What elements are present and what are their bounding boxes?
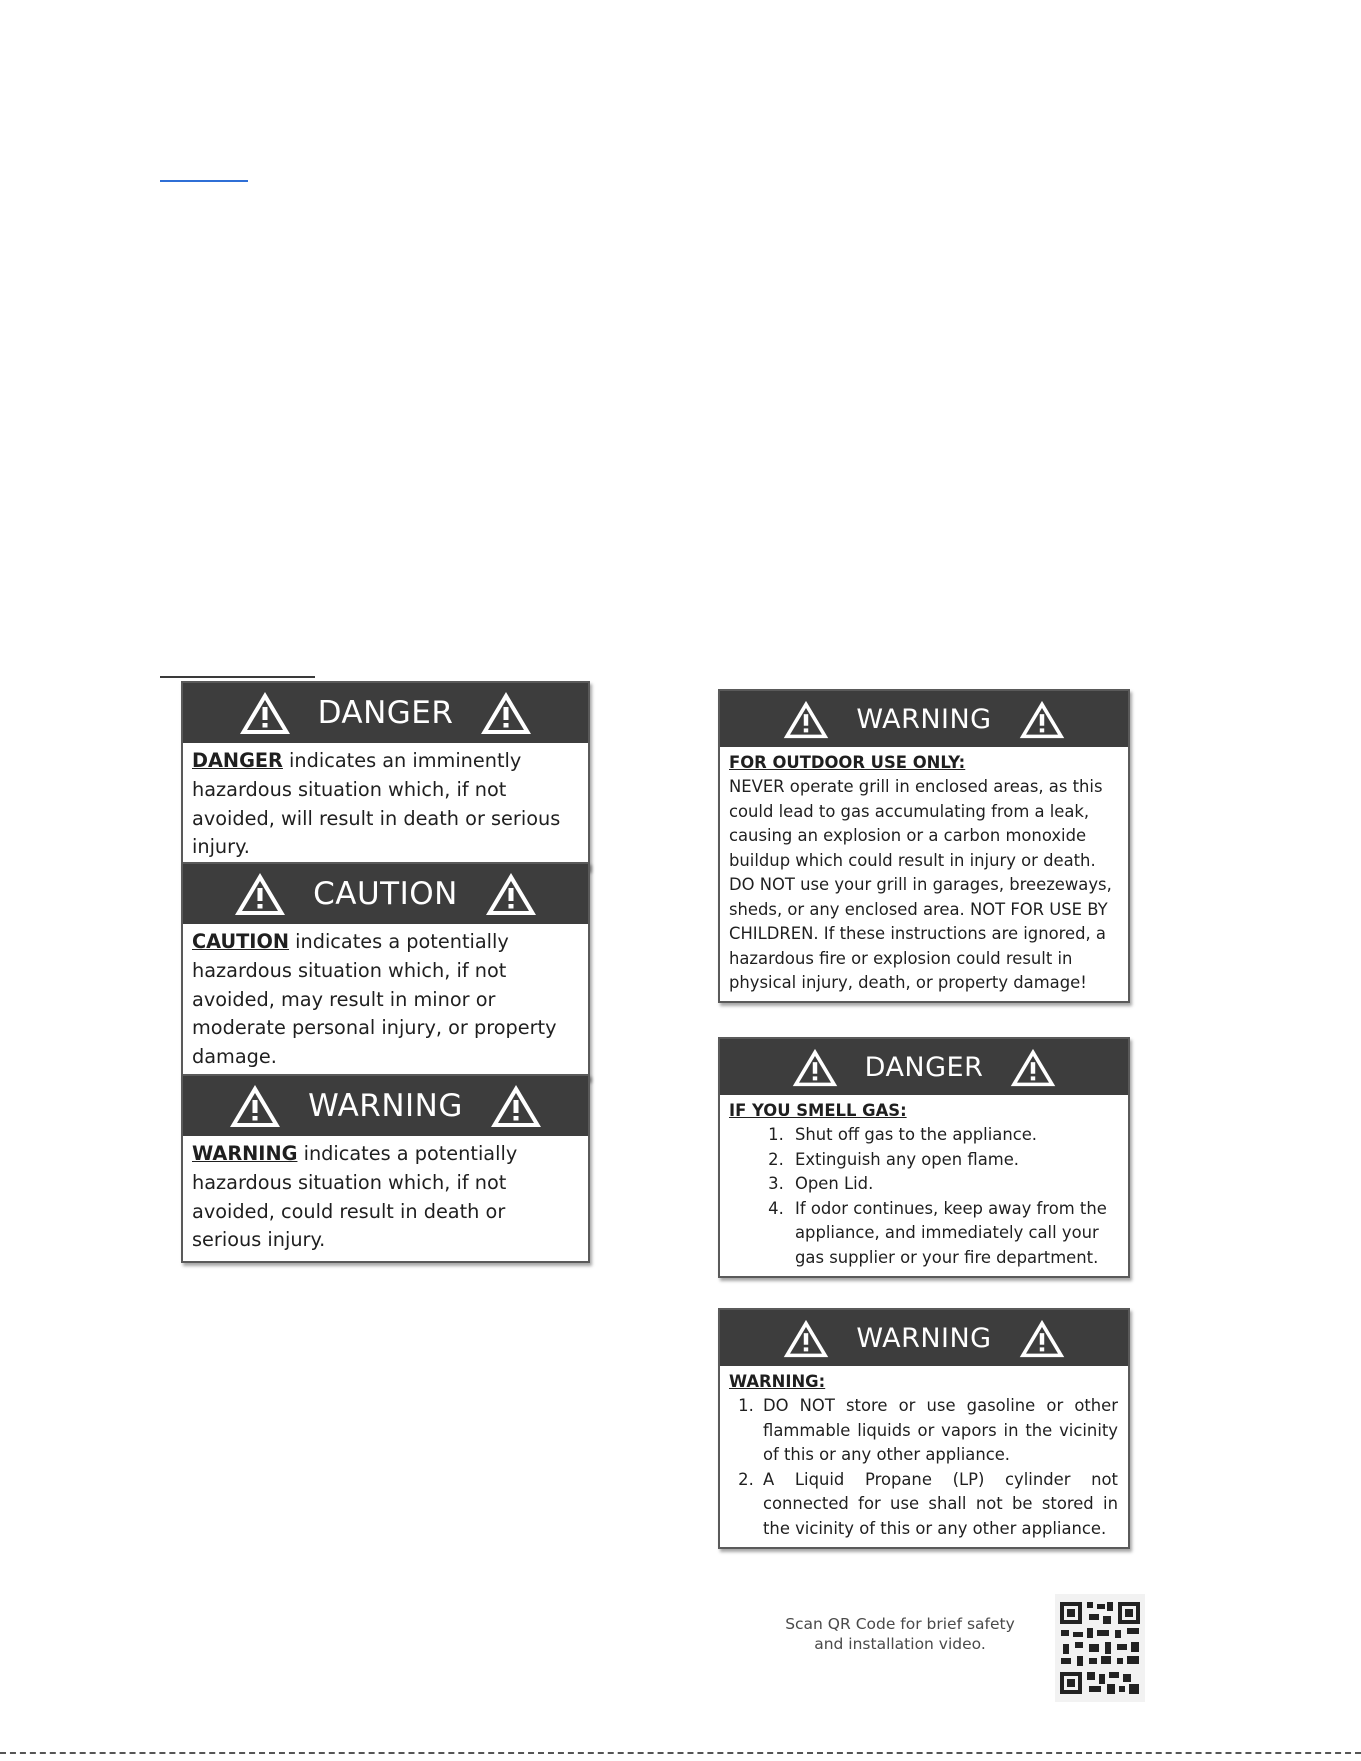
- signal-word: CAUTION: [192, 930, 289, 953]
- panel-title: CAUTION: [313, 876, 458, 912]
- list-item: 2. A Liquid Propane (LP) cylinder not connected for use shall not be stored in the vicinity of this or any other appliance.: [759, 1468, 1118, 1541]
- warning-triangle-icon: [233, 870, 287, 918]
- list-item: 1. DO NOT store or use gasoline or other flammable liquids or vapors in the vicinity of this or any other appliance.: [759, 1394, 1118, 1467]
- warning-triangle-icon: [782, 698, 830, 741]
- panel-title: WARNING: [856, 703, 992, 735]
- panel-body: [720, 747, 1128, 1001]
- panel-subheading: WARNING:: [729, 1372, 826, 1391]
- caution-definition-panel: [181, 862, 590, 1080]
- definition-text: indicates a potentially hazardous situation which, if not avoided, could result in death or serious injury.: [192, 1142, 518, 1252]
- list-item: 4. If odor continues, keep away from the appliance, and immediately call your gas supplier or your fire department.: [789, 1197, 1118, 1270]
- warning-triangle-icon: [782, 1317, 830, 1360]
- warning-triangle-icon: [479, 689, 533, 737]
- panel-subheading: IF YOU SMELL GAS:: [729, 1101, 907, 1120]
- qr-code-icon[interactable]: [1055, 1594, 1145, 1702]
- panel-header: [720, 1310, 1128, 1366]
- panel-header: [183, 1076, 588, 1136]
- panel-subheading: FOR OUTDOOR USE ONLY:: [729, 753, 966, 772]
- warnings-list: [729, 1394, 1118, 1541]
- signal-word: DANGER: [192, 749, 283, 772]
- smell-gas-danger-panel: [718, 1037, 1130, 1278]
- panel-header: [183, 683, 588, 743]
- page-bottom-divider: [0, 1752, 1361, 1754]
- definition-text: indicates a potentially hazardous situation which, if not avoided, may result in minor or moderate personal injury, or property damage.: [192, 930, 557, 1068]
- definition-text: indicates an imminently hazardous situation which, if not avoided, will result in death or serious injury.: [192, 749, 561, 859]
- danger-definition-panel: [181, 681, 590, 870]
- warning-triangle-icon: [1018, 698, 1066, 741]
- list-item: 1. Shut off gas to the appliance.: [789, 1123, 1118, 1147]
- list-item: 2. Extinguish any open flame.: [789, 1148, 1118, 1172]
- qr-caption: Scan QR Code for brief safety and installation video.: [785, 1615, 1015, 1654]
- panel-header: [720, 1039, 1128, 1095]
- section-heading-underline: [160, 676, 315, 678]
- warning-triangle-icon: [228, 1082, 282, 1130]
- panel-title: WARNING: [308, 1088, 463, 1124]
- panel-title: WARNING: [856, 1322, 992, 1354]
- warning-triangle-icon: [484, 870, 538, 918]
- warning-text: NEVER operate grill in enclosed areas, as this could lead to gas accumulating from a leak, causing an explosion or a carbon monoxide buildup which could result in injury or death. DO NOT use your grill in garages, breezeways, sheds, or any enclosed area. NOT FOR USE BY CHILDREN. If these instructions are ignored, a hazardous fire or explosion could result in physical injury, death, or property damage!: [729, 777, 1112, 992]
- panel-body: [183, 1136, 588, 1261]
- panel-body: [183, 743, 588, 868]
- warning-triangle-icon: [1009, 1046, 1057, 1089]
- link-underline[interactable]: [160, 180, 248, 182]
- signal-word: WARNING: [192, 1142, 298, 1165]
- panel-title: DANGER: [317, 695, 454, 731]
- panel-title: DANGER: [864, 1051, 984, 1083]
- warning-triangle-icon: [1018, 1317, 1066, 1360]
- storage-warning-panel: [718, 1308, 1130, 1549]
- panel-body: [720, 1095, 1128, 1276]
- panel-body: [720, 1366, 1128, 1547]
- warning-triangle-icon: [489, 1082, 543, 1130]
- outdoor-use-warning-panel: [718, 689, 1130, 1003]
- panel-header: [183, 864, 588, 924]
- panel-header: [720, 691, 1128, 747]
- list-item: 3. Open Lid.: [789, 1172, 1118, 1196]
- warning-triangle-icon: [238, 689, 292, 737]
- warning-triangle-icon: [791, 1046, 839, 1089]
- panel-body: [183, 924, 588, 1078]
- warning-definition-panel: [181, 1074, 590, 1263]
- steps-list: [729, 1123, 1118, 1270]
